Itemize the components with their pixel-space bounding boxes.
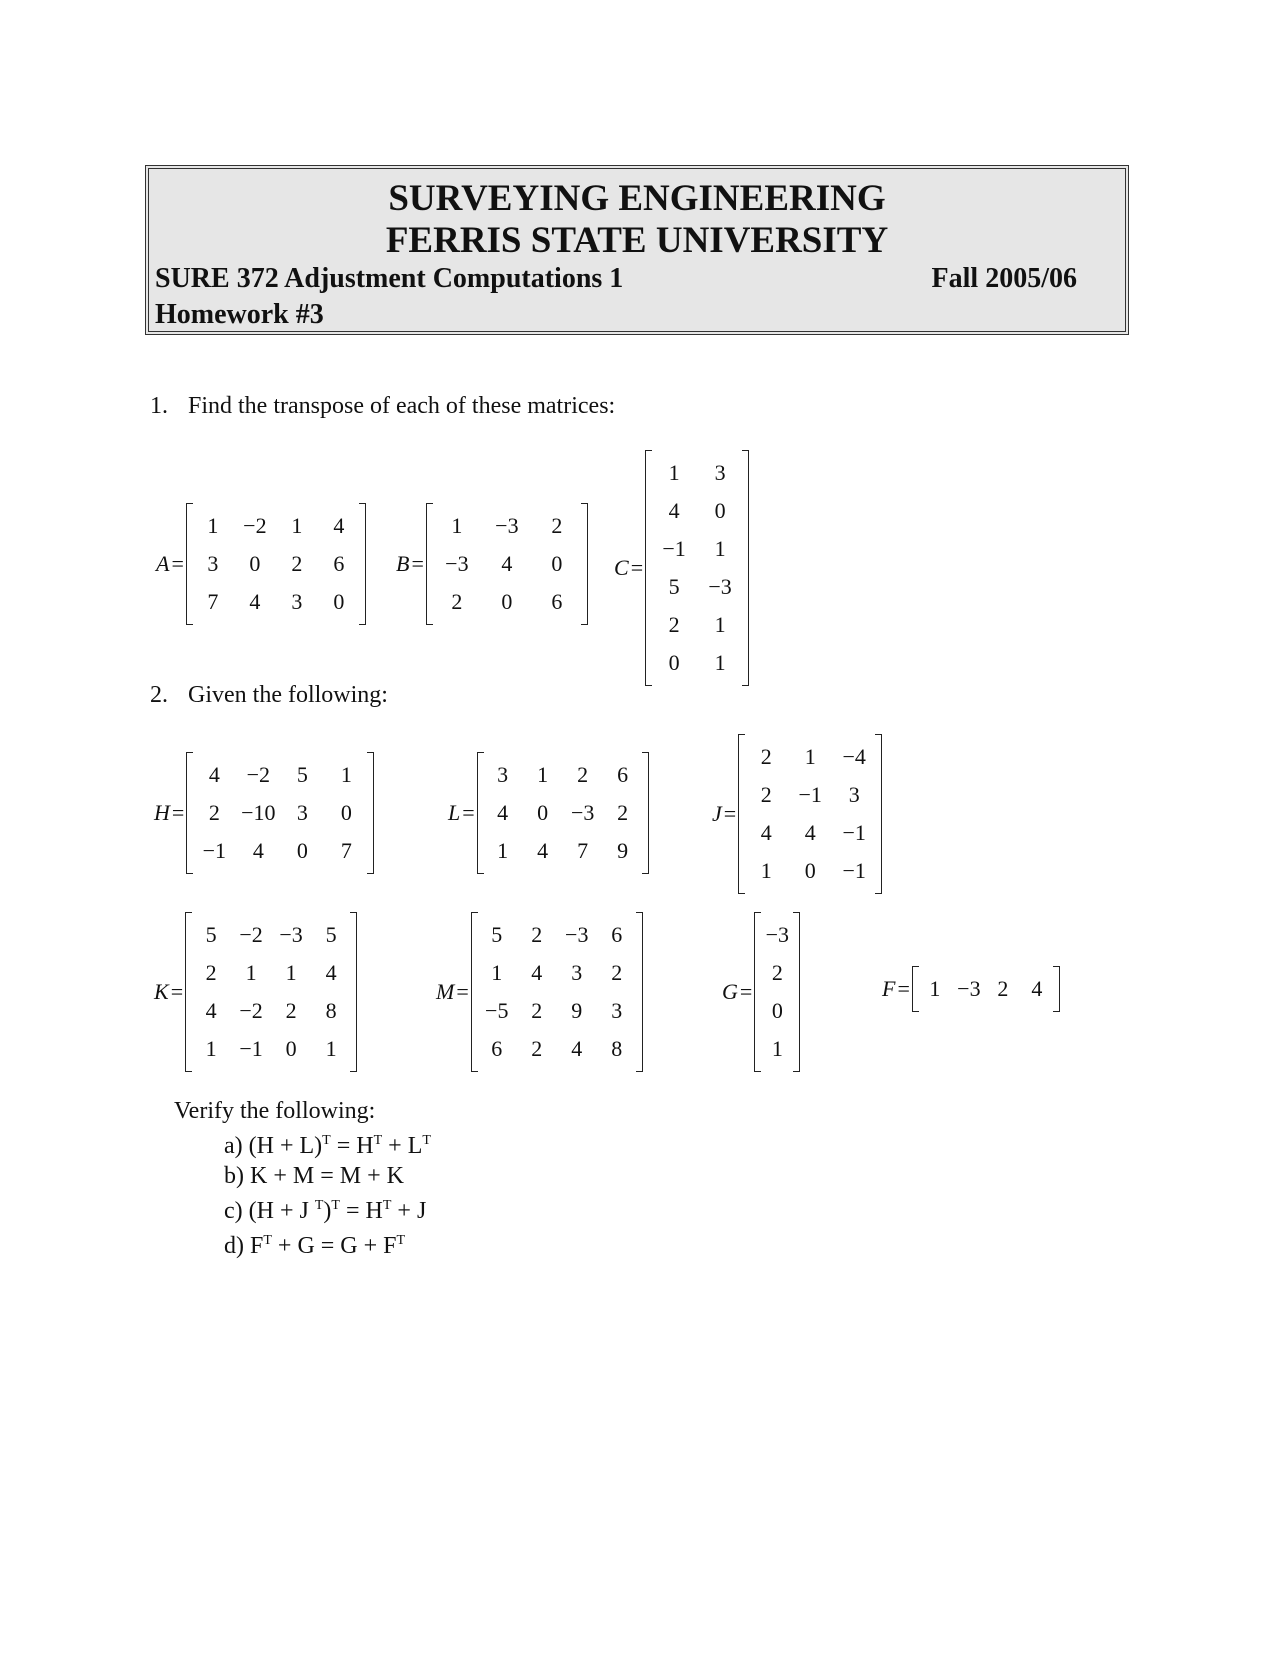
matrix-b-name: B [396, 551, 410, 576]
matrix-cell: −1 [842, 820, 866, 845]
matrix-cell: 2 [531, 922, 543, 947]
matrix-row [192, 583, 360, 621]
verify-item-m1: + G = G + F [271, 1233, 397, 1259]
matrix-l-equals: = [462, 800, 475, 825]
matrix-cell: 6 [333, 551, 345, 576]
matrix-cell: −3 [957, 976, 981, 1001]
verify-item-s1: T [322, 1133, 331, 1148]
matrix-cell: 4 [252, 838, 264, 863]
matrix-cell: −1 [239, 1036, 263, 1061]
matrix-g [722, 916, 800, 1068]
verify-section [174, 1096, 431, 1261]
verify-item [174, 1161, 431, 1191]
matrix-cell: 3 [296, 800, 308, 825]
matrix-f-name: F [882, 976, 896, 1001]
matrix-cell: 0 [333, 589, 345, 614]
matrix-cell: 4 [208, 762, 220, 787]
matrix-k-body [185, 916, 357, 1068]
matrix-cell: 1 [929, 976, 941, 1001]
matrix-cell: −3 [570, 800, 595, 825]
matrix-cell: 8 [611, 1036, 623, 1061]
matrix-cell: 2 [760, 782, 772, 807]
matrix-cell: 4 [668, 498, 680, 523]
matrix-cell: 0 [551, 551, 563, 576]
matrix-row [483, 832, 643, 870]
matrix-cell: −2 [239, 922, 263, 947]
question-2-text: Given the following: [188, 682, 388, 708]
matrix-cell: 3 [848, 782, 860, 807]
matrix-row [744, 776, 876, 814]
verify-item-m1: ) [323, 1198, 332, 1224]
matrix-cell: 1 [207, 513, 219, 538]
matrix-cell: −3 [445, 551, 469, 576]
matrix-cell: 2 [531, 998, 543, 1023]
verify-item [174, 1226, 431, 1261]
matrix-h-name: H [154, 800, 170, 825]
matrix-cell: −3 [565, 922, 589, 947]
verify-item-m2: + L [382, 1133, 423, 1159]
matrix-cell: 1 [714, 536, 726, 561]
matrix-cell: 2 [291, 551, 303, 576]
question-2-number: 2. [150, 682, 168, 708]
matrix-c [614, 454, 749, 682]
university-title: FERRIS STATE UNIVERSITY [385, 220, 889, 261]
matrix-cell: 3 [207, 551, 219, 576]
matrix-h [154, 756, 374, 870]
matrix-cell: 0 [296, 838, 308, 863]
matrix-c-name: C [614, 555, 629, 580]
matrix-cell: −3 [708, 574, 732, 599]
matrix-b-body [426, 507, 588, 621]
matrix-m-body [471, 916, 643, 1068]
matrix-row [192, 756, 368, 794]
matrix-cell: 1 [491, 960, 503, 985]
matrix-m-name: M [436, 979, 455, 1004]
matrix-cell: 1 [451, 513, 463, 538]
matrix-cell: −10 [241, 800, 276, 825]
matrix-cell: −4 [842, 744, 866, 769]
verify-item-m1: = H [330, 1133, 374, 1159]
verify-title: Verify the following: [174, 1098, 376, 1124]
matrix-cell: 2 [208, 800, 220, 825]
matrix-cell: 4 [531, 960, 543, 985]
matrix-cell: 7 [207, 589, 219, 614]
matrix-cell: 1 [714, 650, 726, 675]
matrix-g-equals: = [739, 979, 753, 1004]
matrix-cell: 0 [537, 800, 549, 825]
matrix-cell: 0 [714, 498, 726, 523]
matrix-row [760, 916, 794, 954]
matrix-cell: 4 [760, 820, 772, 845]
matrix-cell: 8 [325, 998, 337, 1023]
header-box [145, 165, 1129, 335]
matrix-row [191, 1030, 351, 1068]
term-label: Fall 2005/06 [931, 263, 1077, 294]
matrix-cell: 2 [668, 612, 680, 637]
matrix-row [191, 916, 351, 954]
matrix-k-name: K [154, 979, 169, 1004]
matrix-j-name: J [712, 801, 722, 826]
matrix-row [651, 492, 743, 530]
matrix-cell: −2 [239, 998, 263, 1023]
matrix-k-equals: = [170, 979, 184, 1004]
matrix-cell: 4 [571, 1036, 583, 1061]
matrix-row [651, 644, 743, 682]
matrix-cell: 6 [617, 762, 629, 787]
matrix-cell: −3 [495, 513, 519, 538]
matrix-row [477, 954, 637, 992]
verify-item-prefix: b) K + M = M + K [224, 1163, 404, 1189]
matrix-b-equals: = [411, 551, 424, 576]
matrix-row [477, 1030, 637, 1068]
matrix-cell: 1 [205, 1036, 217, 1061]
matrix-cell: 4 [497, 800, 509, 825]
verify-item-s1: T [314, 1198, 324, 1213]
matrix-cell: 4 [325, 960, 337, 985]
matrix-cell: −1 [798, 782, 822, 807]
matrix-cell: 9 [617, 838, 629, 863]
matrix-c-equals: = [630, 555, 644, 580]
matrix-cell: 0 [501, 589, 513, 614]
matrix-cell: −5 [485, 998, 509, 1023]
matrix-row [760, 954, 794, 992]
matrix-cell: 0 [249, 551, 261, 576]
matrix-m-equals: = [456, 979, 469, 1004]
matrix-f-body [912, 970, 1060, 1008]
matrix-cell: −1 [842, 858, 866, 883]
matrix-cell: 6 [491, 1036, 503, 1061]
question-1-number: 1. [150, 393, 168, 419]
matrix-cell: 0 [285, 1036, 297, 1061]
matrix-k [154, 916, 357, 1068]
matrix-cell: 5 [325, 922, 337, 947]
matrix-row [192, 794, 368, 832]
matrix-cell: 1 [760, 858, 772, 883]
matrix-row [760, 1030, 794, 1068]
matrix-cell: 2 [611, 960, 623, 985]
matrix-l-body [477, 756, 649, 870]
matrix-cell: 4 [249, 589, 261, 614]
matrix-cell: 5 [296, 762, 308, 787]
matrix-cell: −2 [243, 513, 267, 538]
verify-items [174, 1126, 431, 1261]
matrix-cell: 0 [804, 858, 816, 883]
matrix-h-body [186, 756, 374, 870]
matrix-row [918, 970, 1054, 1008]
matrix-row [432, 507, 582, 545]
matrix-cell: 1 [245, 960, 257, 985]
matrix-f [882, 970, 1060, 1008]
matrix-row [191, 954, 351, 992]
matrix-cell: 2 [285, 998, 297, 1023]
matrix-cell: −1 [662, 536, 686, 561]
matrix-cell: 2 [531, 1036, 543, 1061]
matrix-cell: 4 [205, 998, 217, 1023]
matrix-m [436, 916, 643, 1068]
matrix-cell: 4 [537, 838, 549, 863]
matrix-row [744, 814, 876, 852]
matrix-cell: 1 [537, 762, 549, 787]
verify-item-prefix: c) (H + J [224, 1198, 315, 1224]
matrix-row [651, 454, 743, 492]
matrix-h-equals: = [171, 800, 185, 825]
matrix-row [760, 992, 794, 1030]
matrix-j-equals: = [723, 801, 737, 826]
matrix-cell: 7 [340, 838, 352, 863]
matrix-c-body [645, 454, 749, 682]
matrix-cell: 3 [571, 960, 583, 985]
matrix-row [477, 916, 637, 954]
matrix-cell: 3 [291, 589, 303, 614]
matrix-cell: 1 [804, 744, 816, 769]
matrix-cell: 3 [611, 998, 623, 1023]
matrix-row [192, 832, 368, 870]
matrix-cell: 4 [804, 820, 816, 845]
matrix-row [432, 583, 582, 621]
matrix-row [432, 545, 582, 583]
verify-item-s3: T [382, 1198, 392, 1213]
matrix-cell: 1 [291, 513, 303, 538]
matrix-l-name: L [448, 800, 461, 825]
matrix-row [483, 794, 643, 832]
verify-item-s2: T [396, 1233, 406, 1248]
matrix-row [651, 530, 743, 568]
matrix-j-body [738, 738, 882, 890]
matrix-cell: 1 [668, 460, 680, 485]
matrix-cell: 6 [551, 589, 563, 614]
matrix-cell: 4 [501, 551, 513, 576]
matrix-cell: 4 [1031, 976, 1043, 1001]
matrix-cell: 9 [571, 998, 583, 1023]
verify-item-s2: T [373, 1133, 383, 1148]
matrix-cell: 3 [497, 762, 509, 787]
matrix-cell: 4 [333, 513, 345, 538]
matrix-cell: 1 [497, 838, 509, 863]
verify-item-s2: T [331, 1198, 340, 1213]
matrix-cell: −2 [246, 762, 271, 787]
department-title: SURVEYING ENGINEERING [388, 178, 886, 219]
matrix-a [156, 507, 366, 621]
matrix-cell: 1 [285, 960, 297, 985]
matrix-row [651, 568, 743, 606]
matrix-cell: 1 [325, 1036, 337, 1061]
matrix-cell: 5 [668, 574, 680, 599]
matrix-cell: −3 [765, 922, 790, 947]
matrix-row [483, 756, 643, 794]
matrix-cell: 3 [714, 460, 726, 485]
matrix-cell: 0 [771, 998, 783, 1023]
matrix-cell: 2 [997, 976, 1009, 1001]
matrix-row [744, 738, 876, 776]
matrix-cell: 5 [491, 922, 503, 947]
matrix-cell: 0 [668, 650, 680, 675]
matrix-b [396, 507, 588, 621]
verify-item-prefix: d) F [224, 1233, 264, 1259]
matrix-cell: 7 [577, 838, 589, 863]
matrix-row [192, 545, 360, 583]
matrix-cell: 6 [611, 922, 623, 947]
matrix-row [191, 992, 351, 1030]
matrix-g-name: G [722, 979, 738, 1004]
matrix-row [192, 507, 360, 545]
verify-item [174, 1126, 431, 1161]
matrix-f-equals: = [897, 976, 910, 1001]
matrix-cell: 2 [451, 589, 463, 614]
matrix-cell: −1 [202, 838, 227, 863]
matrix-cell: 2 [760, 744, 772, 769]
matrix-row [744, 852, 876, 890]
question-1 [150, 393, 615, 420]
verify-item-prefix: a) (H + L) [224, 1133, 323, 1159]
verify-item-suffix: + J [391, 1198, 427, 1224]
course-title: SURE 372 Adjustment Computations 1 [155, 263, 624, 294]
matrix-cell: 2 [205, 960, 217, 985]
verify-item-m2: = H [339, 1198, 383, 1224]
matrix-cell: 2 [577, 762, 589, 787]
verify-item-s1: T [263, 1233, 272, 1248]
question-1-text: Find the transpose of each of these matrices: [188, 393, 616, 419]
matrix-a-equals: = [171, 551, 184, 576]
matrix-l [448, 756, 649, 870]
verify-item [174, 1191, 431, 1226]
matrix-g-body [754, 916, 800, 1068]
matrix-a-name: A [156, 551, 170, 576]
matrix-cell: 1 [771, 1036, 783, 1061]
matrix-cell: −3 [279, 922, 303, 947]
matrix-cell: 2 [551, 513, 563, 538]
matrix-j [712, 738, 882, 890]
matrix-cell: 5 [205, 922, 217, 947]
matrix-cell: 0 [340, 800, 352, 825]
verify-item-s3: T [422, 1133, 431, 1148]
matrix-cell: 2 [771, 960, 783, 985]
matrix-row [477, 992, 637, 1030]
matrix-row [651, 606, 743, 644]
question-2 [150, 682, 388, 709]
matrix-cell: 1 [714, 612, 726, 637]
matrix-a-body [186, 507, 366, 621]
homework-label: Homework #3 [155, 299, 324, 330]
matrix-cell: 2 [617, 800, 629, 825]
matrix-cell: 1 [340, 762, 352, 787]
